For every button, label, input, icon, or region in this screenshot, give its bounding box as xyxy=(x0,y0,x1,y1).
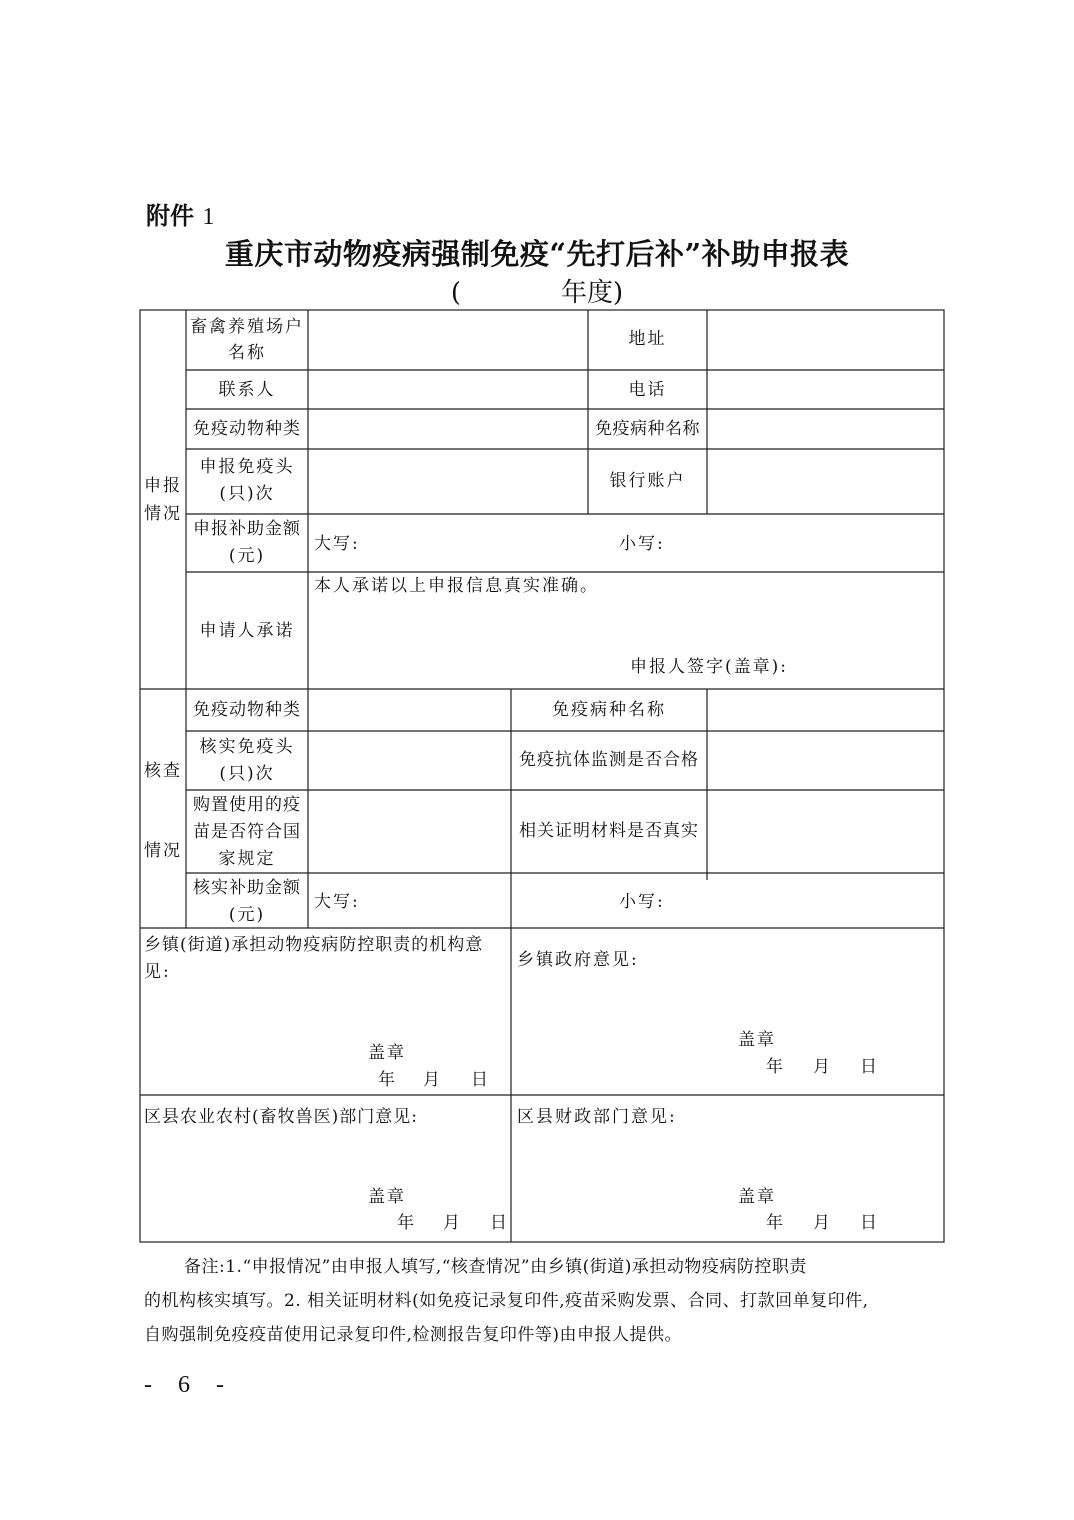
farm-name-label: 畜禽养殖场户名称 xyxy=(190,317,304,363)
verify-animal-label: 免疫动物种类 xyxy=(193,700,301,720)
verify-count-label-1: 核实免疫头 xyxy=(199,737,295,757)
attachment-label: 附件 1 xyxy=(146,202,215,230)
county-agri-opinion: 区县农业农村(畜牧兽医)部门意见: xyxy=(144,1107,418,1127)
date-day: 日 xyxy=(860,1057,879,1077)
date-month: 月 xyxy=(423,1070,442,1090)
antibody-label: 免疫抗体监测是否合格 xyxy=(519,750,699,770)
verify-count-label-2: (只)次 xyxy=(219,764,275,784)
date-month: 月 xyxy=(443,1213,462,1233)
date-year: 年 xyxy=(766,1213,785,1233)
vaccine-label-1: 购置使用的疫 xyxy=(193,795,301,815)
disease-name-label: 免疫病种名称 xyxy=(595,419,700,439)
seal-label: 盖章 xyxy=(738,1030,776,1050)
date-year: 年 xyxy=(766,1057,785,1077)
phone-label: 电话 xyxy=(628,380,667,400)
seal-label: 盖章 xyxy=(368,1187,406,1207)
verify-amount-label-2: (元) xyxy=(228,905,266,925)
county-finance-opinion: 区县财政部门意见: xyxy=(517,1107,677,1127)
section-verify-label-2: 情况 xyxy=(144,841,182,861)
year-line: ( 年度) xyxy=(450,278,624,308)
signature-label: 申报人签字(盖章): xyxy=(630,657,788,677)
date-month: 月 xyxy=(813,1057,832,1077)
township-org-opinion-2: 见: xyxy=(144,962,171,982)
township-gov-opinion: 乡镇政府意见: xyxy=(517,950,639,970)
apply-amount-label-2: (元) xyxy=(228,546,266,566)
verify-amount-label-1: 核实补助金额 xyxy=(193,878,301,898)
promise-text: 本人承诺以上申报信息真实准确。 xyxy=(314,576,599,596)
footnote-line: 的机构核实填写。2. 相关证明材料(如免疫记录复印件,疫苗采购发票、合同、打款回单复印件, xyxy=(144,1291,869,1311)
vaccine-label-2: 苗是否符合国 xyxy=(193,822,301,842)
apply-lower-label: 小写: xyxy=(619,534,665,554)
seal-label: 盖章 xyxy=(738,1187,776,1207)
contact-label: 联系人 xyxy=(218,380,276,400)
seal-label: 盖章 xyxy=(368,1043,406,1063)
date-day: 日 xyxy=(860,1213,879,1233)
verify-disease-label: 免疫病种名称 xyxy=(552,700,666,720)
section-apply-label: 申报情况 xyxy=(144,476,182,524)
page-number: - 6 - xyxy=(144,1372,234,1398)
proof-label: 相关证明材料是否真实 xyxy=(519,821,699,841)
address-label: 地址 xyxy=(628,329,667,349)
form-title: 重庆市动物疫病强制免疫“先打后补”补助申报表 xyxy=(224,237,850,271)
date-month: 月 xyxy=(813,1213,832,1233)
bank-account-label: 银行账户 xyxy=(609,471,686,491)
vaccine-label-3: 家规定 xyxy=(218,849,276,869)
footnote-line: 备注:1.“申报情况”由申报人填写,“核查情况”由乡镇(街道)承担动物疫病防控职责 xyxy=(184,1257,807,1277)
section-verify-label-1: 核查 xyxy=(144,761,182,781)
verify-capital-label: 大写: xyxy=(314,892,360,912)
apply-capital-label: 大写: xyxy=(314,534,360,554)
date-year: 年 xyxy=(397,1213,416,1233)
footnote-line: 自购强制免疫疫苗使用记录复印件,检测报告复印件等)由申报人提供。 xyxy=(144,1325,683,1345)
footnote xyxy=(144,1250,944,1352)
township-org-opinion-1: 乡镇(街道)承担动物疫病防控职责的机构意 xyxy=(144,935,484,955)
apply-count-label-1: 申报免疫头 xyxy=(199,457,295,477)
date-day: 日 xyxy=(490,1213,509,1233)
date-year: 年 xyxy=(378,1070,397,1090)
animal-type-label: 免疫动物种类 xyxy=(193,419,301,439)
verify-lower-label: 小写: xyxy=(619,892,665,912)
apply-count-label-2: (只)次 xyxy=(219,484,275,504)
apply-amount-label-1: 申报补助金额 xyxy=(193,519,301,539)
date-day: 日 xyxy=(471,1070,490,1090)
promise-label: 申请人承诺 xyxy=(199,621,295,641)
